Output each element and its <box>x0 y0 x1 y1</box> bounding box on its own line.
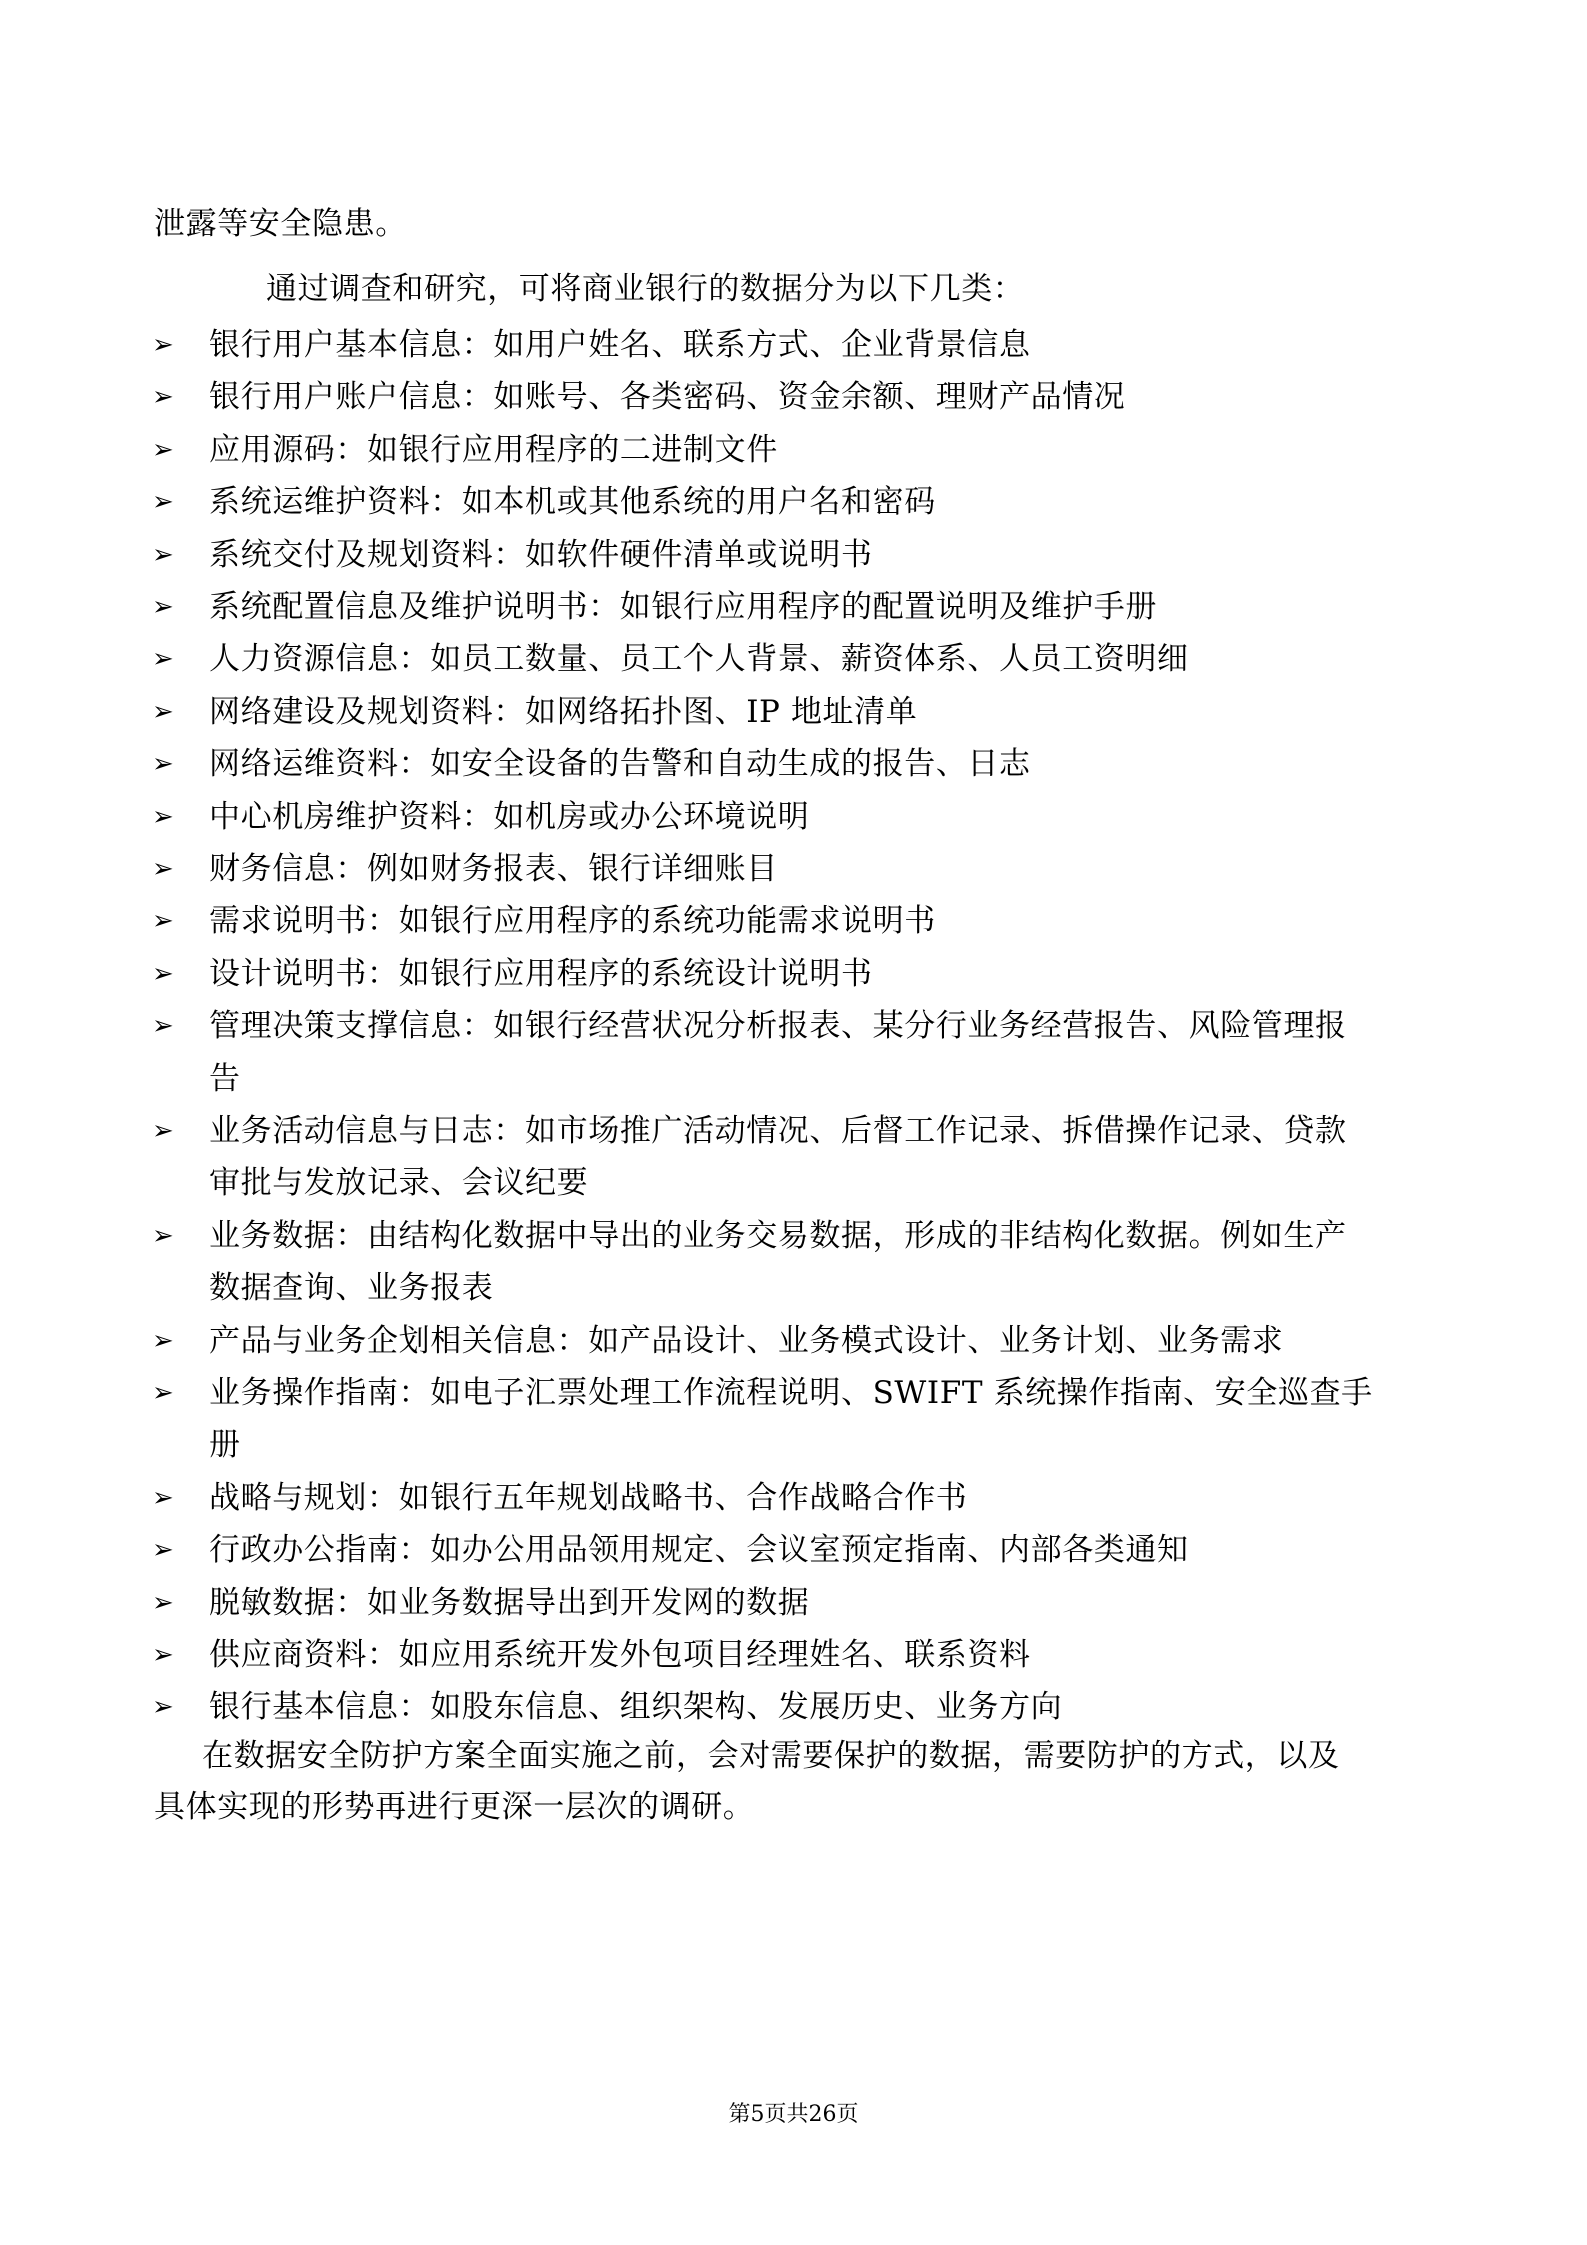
paragraph-closing-line-1: 在数据安全防护方案全面实施之前，会对需要保护的数据，需要防护的方式，以及 <box>202 1737 1340 1774</box>
list-item: 管理决策支撑信息：如银行经营状况分析报表、某分行业务经营报告、风险管理报 <box>209 1008 1347 1045</box>
list-item: 人力资源信息：如员工数量、员工个人背景、薪资体系、人员工资明细 <box>209 641 1189 678</box>
list-item: 业务操作指南：如电子汇票处理工作流程说明、SWIFT 系统操作指南、安全巡查手 <box>209 1375 1373 1411</box>
arrowhead-bullet-icon: ➢ <box>152 696 174 727</box>
list-item: 业务活动信息与日志：如市场推广活动情况、后督工作记录、拆借操作记录、贷款 <box>209 1113 1347 1149</box>
arrowhead-bullet-icon: ➢ <box>152 487 174 518</box>
arrowhead-bullet-icon: ➢ <box>152 906 174 937</box>
arrowhead-bullet-icon: ➢ <box>152 1482 174 1513</box>
arrowhead-bullet-icon: ➢ <box>152 434 174 465</box>
list-item: 系统交付及规划资料：如软件硬件清单或说明书 <box>209 536 873 573</box>
list-item-continuation: 审批与发放记录、会议纪要 <box>209 1165 589 1202</box>
paragraph-closing-line-2: 具体实现的形势再进行更深一层次的调研。 <box>154 1788 755 1825</box>
list-item: 行政办公指南：如办公用品领用规定、会议室预定指南、内部各类通知 <box>209 1532 1189 1569</box>
page-footer: 第5页共26页 <box>728 2102 859 2127</box>
arrowhead-bullet-icon: ➢ <box>152 1535 174 1566</box>
arrowhead-bullet-icon: ➢ <box>152 1640 174 1670</box>
list-item: 战略与规划：如银行五年规划战略书、合作战略合作书 <box>209 1479 968 1516</box>
arrowhead-bullet-icon: ➢ <box>152 749 174 780</box>
arrowhead-bullet-icon: ➢ <box>152 1587 174 1618</box>
arrowhead-bullet-icon: ➢ <box>152 382 174 413</box>
list-item: 供应商资料：如应用系统开发外包项目经理姓名、联系资料 <box>209 1637 1031 1673</box>
arrowhead-bullet-icon: ➢ <box>152 330 174 360</box>
arrowhead-bullet-icon: ➢ <box>152 1692 174 1723</box>
arrowhead-bullet-icon: ➢ <box>152 958 174 989</box>
list-item-continuation: 册 <box>209 1427 241 1464</box>
arrowhead-bullet-icon: ➢ <box>152 854 174 884</box>
list-item: 需求说明书：如银行应用程序的系统功能需求说明书 <box>209 903 936 940</box>
list-item: 财务信息：例如财务报表、银行详细账目 <box>209 851 778 887</box>
list-item-continuation: 数据查询、业务报表 <box>209 1270 494 1307</box>
list-item: 网络建设及规划资料：如网络拓扑图、IP 地址清单 <box>209 693 918 730</box>
list-item: 脱敏数据：如业务数据导出到开发网的数据 <box>209 1584 810 1621</box>
list-item: 系统运维护资料：如本机或其他系统的用户名和密码 <box>209 484 936 521</box>
list-item: 银行用户账户信息：如账号、各类密码、资金余额、理财产品情况 <box>209 379 1126 416</box>
arrowhead-bullet-icon: ➢ <box>152 1116 174 1146</box>
list-item: 应用源码：如银行应用程序的二进制文件 <box>209 431 778 468</box>
list-item: 产品与业务企划相关信息：如产品设计、业务模式设计、业务计划、业务需求 <box>209 1322 1284 1359</box>
arrowhead-bullet-icon: ➢ <box>152 1220 174 1251</box>
list-item: 中心机房维护资料：如机房或办公环境说明 <box>209 798 810 835</box>
arrowhead-bullet-icon: ➢ <box>152 1325 174 1356</box>
paragraph-continuation: 泄露等安全隐患。 <box>154 206 407 242</box>
arrowhead-bullet-icon: ➢ <box>152 592 174 622</box>
list-item: 系统配置信息及维护说明书：如银行应用程序的配置说明及维护手册 <box>209 589 1157 625</box>
arrowhead-bullet-icon: ➢ <box>152 801 174 832</box>
list-item: 业务数据：由结构化数据中导出的业务交易数据，形成的非结构化数据。例如生产 <box>209 1217 1347 1254</box>
arrowhead-bullet-icon: ➢ <box>152 1378 174 1408</box>
list-item-continuation: 告 <box>209 1060 241 1097</box>
list-item: 银行基本信息：如股东信息、组织架构、发展历史、业务方向 <box>209 1689 1063 1726</box>
list-item: 银行用户基本信息：如用户姓名、联系方式、企业背景信息 <box>209 327 1031 363</box>
list-item: 设计说明书：如银行应用程序的系统设计说明书 <box>209 955 873 992</box>
paragraph-intro: 通过调查和研究，可将商业银行的数据分为以下几类： <box>266 271 1025 307</box>
arrowhead-bullet-icon: ➢ <box>152 1011 174 1042</box>
arrowhead-bullet-icon: ➢ <box>152 539 174 570</box>
list-item: 网络运维资料：如安全设备的告警和自动生成的报告、日志 <box>209 746 1031 783</box>
arrowhead-bullet-icon: ➢ <box>152 644 174 675</box>
